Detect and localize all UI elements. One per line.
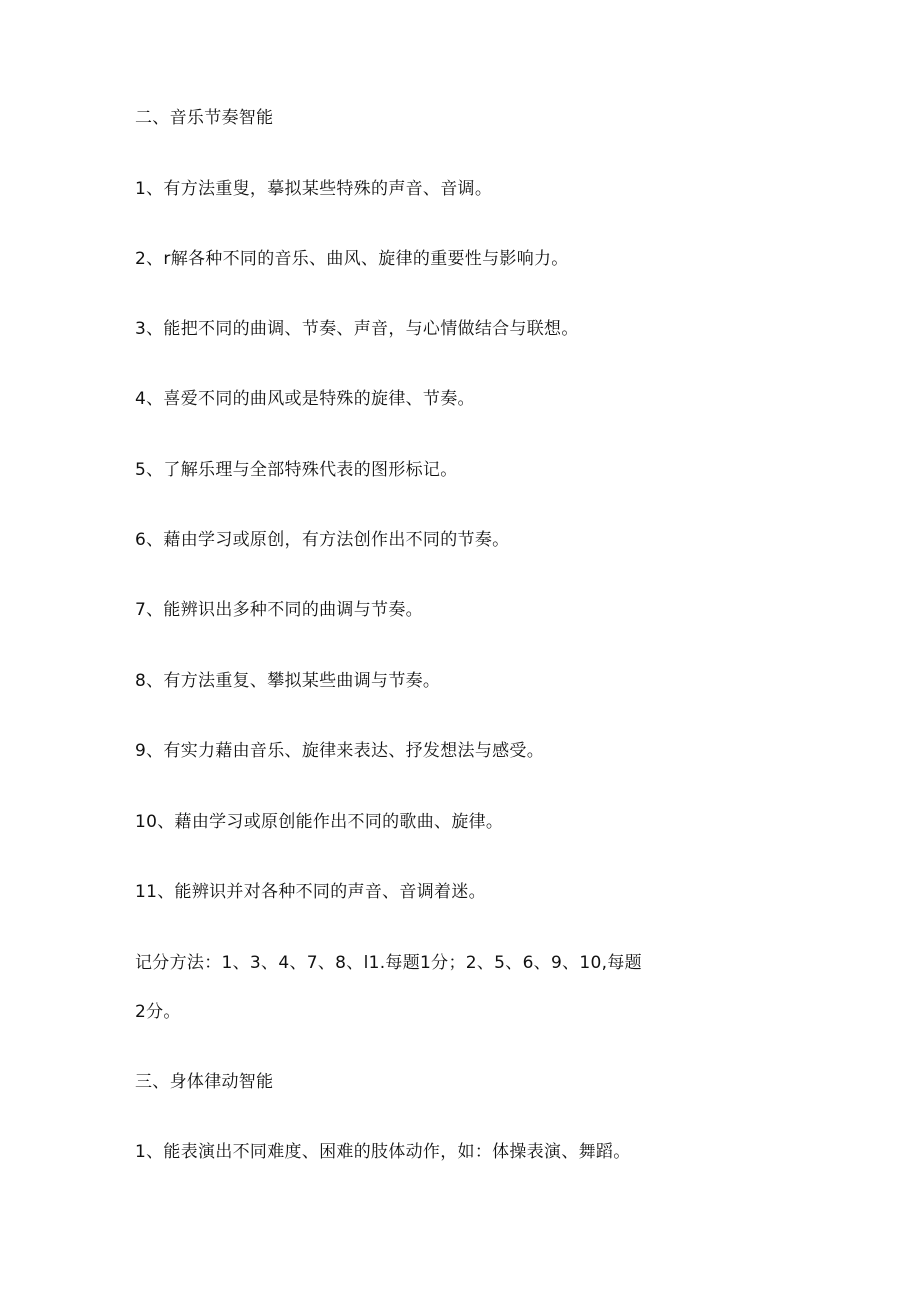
scoring-method-line-2: 2分。 xyxy=(135,1002,181,1022)
section-2-item-3: 3、能把不同的曲调、节奏、声音，与心情做结合与联想。 xyxy=(135,319,579,339)
section-2-heading: 二、音乐节奏智能 xyxy=(135,108,274,128)
section-2-item-9: 9、有实力藉由音乐、旋律来表达、抒发想法与感受。 xyxy=(135,741,545,761)
section-2-item-2: 2、r解各种不同的音乐、曲风、旋律的重要性与影响力。 xyxy=(135,249,569,269)
section-2-item-10: 10、藉由学习或原创能作出不同的歌曲、旋律。 xyxy=(135,812,504,832)
section-2-item-7: 7、能辨识出多种不同的曲调与节奏。 xyxy=(135,600,423,620)
section-3-heading: 三、身体律动智能 xyxy=(135,1072,274,1092)
section-2-item-4: 4、喜爱不同的曲风或是特殊的旋律、节奏。 xyxy=(135,389,475,409)
section-2-item-6: 6、藉由学习或原创，有方法创作出不同的节奏。 xyxy=(135,530,510,550)
section-2-item-8: 8、有方法重复、攀拟某些曲调与节奏。 xyxy=(135,671,441,691)
section-2-item-1: 1、有方法重叟，摹拟某些特殊的声音、音调。 xyxy=(135,179,493,199)
scoring-method-line-1: 记分方法：1、3、4、7、8、l1.每题1分；2、5、6、9、10,每题 xyxy=(135,953,642,973)
section-2-item-5: 5、了解乐理与全部特殊代表的图形标记。 xyxy=(135,460,458,480)
section-3-item-1: 1、能表演出不同难度、困难的肢体动作，如：体操表演、舞蹈。 xyxy=(135,1142,631,1162)
section-2-item-11: 11、能辨识并对各种不同的声音、音调着迷。 xyxy=(135,882,486,902)
